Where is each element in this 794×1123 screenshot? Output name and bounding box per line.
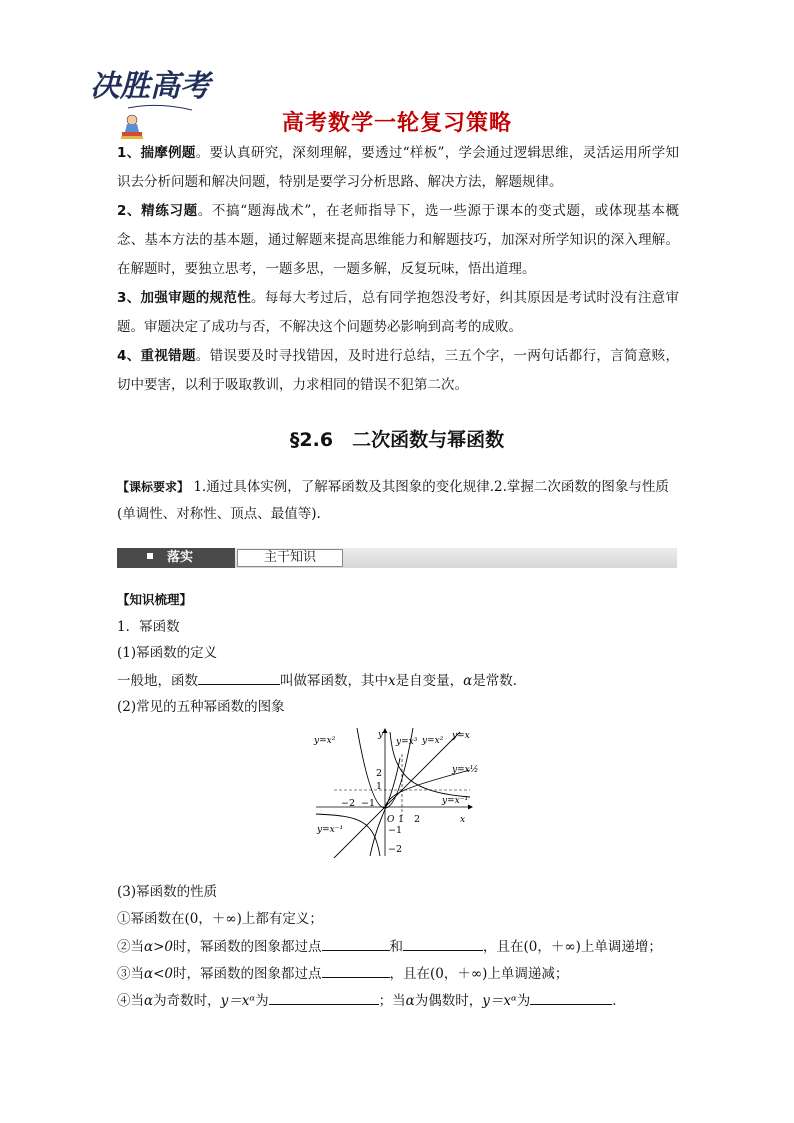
prop4-mid5: 为 [516, 993, 531, 1009]
property-4 [117, 990, 626, 1011]
tick-y-neg1: −1 [388, 825, 403, 836]
course-requirements [117, 474, 679, 528]
prop2-pre: ②当 [117, 939, 144, 955]
prop2-post: ，且在(0，＋∞)上单调递增； [483, 939, 662, 955]
label-y-x2-mid: y=x² [422, 736, 444, 746]
label-y-x3: y=x³ [396, 737, 418, 747]
property-2 [117, 936, 662, 957]
def-mid2: 是自变量， [395, 673, 464, 689]
section-title: §2.6 二次函数与幂函数 [289, 429, 505, 451]
knowledge-heading: 【知识梳理】 [117, 592, 193, 607]
def-alpha: α [463, 673, 473, 689]
prop4-mid4: 为偶数时， [414, 993, 483, 1009]
strategy-lead: 4、重视错题 [117, 348, 196, 364]
definition-line [117, 670, 526, 691]
strategy-2 [117, 197, 679, 284]
strategy-text: 。错误要及时寻找错因，及时进行总结，三五个字，一两句话都行，言简意赅，切中要害，以利于吸取教训，力求相同的错误不犯第二次。 [117, 348, 680, 393]
label-y-x-neg1-right: y=x⁻¹ [442, 796, 469, 806]
strategy-text: 。要认真研究，深刻理解，要透过“样板”，学会通过逻辑思维，灵活运用所学知识去分析问题和解决问题，特别是要学习分析思路、解决方法，解题规律。 [117, 145, 679, 190]
strategy-1 [117, 139, 679, 197]
prop2-blank-2[interactable] [403, 936, 483, 951]
origin-label: O [387, 815, 395, 825]
banner-tab-active [117, 548, 235, 568]
strategy-text: 。不搞“题海战术”，在老师指导下，选一些源于课本的变式题，或体现基本概念、基本方法的基本题，通过解题来提高思维能力和解题技巧，加深对所学知识的深入理解。在解题时，要独立思考，一题多思，一题多解，反复玩味，悟出道理。 [117, 203, 679, 277]
page-title: 高考数学一轮复习策略 [281, 111, 512, 136]
prop2-cond: α>0 [144, 939, 174, 955]
def-post: 是常数． [472, 673, 527, 689]
tick-y-neg2: −2 [388, 844, 403, 855]
tick-x-neg1: −1 [361, 798, 376, 809]
prop4-blank-2[interactable] [530, 990, 612, 1005]
prop3-blank[interactable] [322, 963, 390, 978]
tick-x-neg2: −2 [341, 798, 356, 809]
label-y-x2-left: y=x² [314, 736, 336, 746]
tick-x-1: 1 [398, 814, 405, 825]
label-y-x-half: y=x½ [452, 765, 479, 775]
power-function-graph [310, 726, 490, 858]
prop2-blank-1[interactable] [322, 936, 390, 951]
strategy-lead: 1、揣摩例题 [117, 145, 196, 161]
prop4-post: ． [612, 993, 626, 1009]
prop3-mid: 时，幂函数的图象都过点 [173, 966, 322, 982]
section-banner [117, 548, 677, 568]
tick-y-1: 1 [376, 781, 383, 792]
property-3 [117, 963, 568, 984]
prop3-pre: ③当 [117, 966, 144, 982]
tick-x-2: 2 [414, 814, 421, 825]
axis-y-label: y [378, 730, 384, 740]
strategy-lead: 2、精练习题 [117, 203, 198, 219]
label-y-x-neg1-left: y=x⁻¹ [317, 825, 344, 835]
prop4-alpha-2: α [405, 993, 415, 1009]
axis-x-label: x [460, 815, 466, 825]
requirements-text: 1.通过具体实例，了解幂函数及其图象的变化规律.2.掌握二次函数的图象与性质(单调性、对称性、顶点、最值等). [117, 479, 669, 522]
definition-blank[interactable] [198, 670, 280, 685]
strategy-4 [117, 342, 679, 400]
definition-title: (1)幂函数的定义 [117, 645, 218, 661]
strategy-3 [117, 284, 679, 342]
banner-dark-label: 落实 [167, 550, 194, 565]
label-y-x: y=x [452, 731, 470, 741]
prop3-cond: α<0 [144, 966, 174, 982]
tick-y-2: 2 [376, 768, 383, 779]
item-1-heading: 1．幂函数 [117, 619, 180, 635]
strategy-text: 。每每大考过后，总有同学抱怨没考好，纠其原因是考试时没有注意审题。审题决定了成功与否，不解决这个问题势必影响到高考的成败。 [117, 290, 679, 335]
prop4-blank-1[interactable] [269, 990, 379, 1005]
prop2-and: 和 [389, 939, 404, 955]
properties-title: (3)幂函数的性质 [117, 884, 218, 900]
logo-text: 决胜高考 [90, 69, 210, 104]
strategy-lead: 3、加强审题的规范性 [117, 290, 252, 306]
property-1: ①幂函数在(0，＋∞)上都有定义； [117, 911, 323, 927]
def-pre: 一般地，函数 [117, 673, 198, 689]
prop4-formula-2: y＝xᵅ [482, 993, 517, 1009]
def-x: x [388, 673, 396, 689]
prop3-post: ，且在(0，＋∞)上单调递减； [389, 966, 569, 982]
prop4-mid2: 为 [255, 993, 269, 1009]
prop4-alpha-1: α [144, 993, 154, 1009]
prop4-pre: ④当 [117, 993, 144, 1009]
prop4-mid1: 为奇数时， [153, 993, 221, 1009]
prop4-formula-1: y＝xᵅ [220, 993, 256, 1009]
graph-title: (2)常见的五种幂函数的图象 [117, 699, 285, 715]
prop2-mid: 时，幂函数的图象都过点 [173, 939, 322, 955]
requirements-tag: 【课标要求】 [117, 480, 190, 494]
prop4-mid3: ；当 [378, 993, 406, 1009]
banner-tab-label: 主干知识 [237, 549, 343, 567]
def-mid: 叫做幂函数，其中 [280, 673, 388, 689]
